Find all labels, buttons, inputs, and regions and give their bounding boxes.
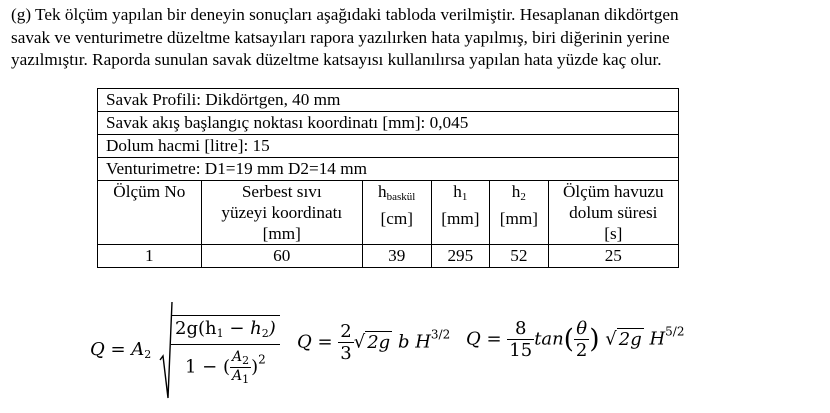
fraction-two-thirds: $\frac{2}{3}$ (340, 321, 352, 364)
header-havuz-dolum: Ölçüm havuzu dolum süresi [s] (548, 181, 678, 245)
formula-triangular-weir: Q = $\frac{8}{15}$ tan( $\frac{\theta}{2}$ ) √ 2g $H^{5/2}$ (466, 318, 685, 361)
header-h2: $h_2$ [mm] (490, 181, 549, 245)
header-h-baskul: $h_{baskül}$ [cm] (362, 181, 431, 245)
header-olcum-no: Ölçüm No (98, 181, 202, 245)
question-line-2: savak ve venturimetre düzeltme katsayıları rapora yazılırken hata yapılmış, biri diğerinin yerine (11, 27, 670, 47)
info-weir-start-coordinate: Savak akış başlangıç noktası koordinatı [mm]: 0,045 (98, 112, 679, 135)
value-h1: 295 (431, 245, 490, 268)
value-olcum-no: 1 (98, 245, 202, 268)
experiment-table (97, 88, 679, 268)
value-serbest-sivi: 60 (201, 245, 362, 268)
radicand-numerator: $2g(h_1 - h_2)$ (171, 318, 280, 345)
table-row (98, 135, 679, 158)
formula-venturimeter: $Q = A_2$ $2g(h_1 - h_2)$ 1 − ( $\frac{A_2}{A_1}$ )$^2$ (90, 300, 280, 400)
question-line-1: (g) Tek ölçüm yapılan bir deneyin sonuçları aşağıdaki tabloda verilmiştir. Hesaplanan dikdörtgen (11, 5, 679, 24)
value-h2: 52 (490, 245, 549, 268)
question-line-3: yazılmıştır. Raporda sunulan savak düzeltme katsayısı kullanılırsa yapılan hata yüzde kaç olur. (11, 50, 662, 69)
area-ratio: $\frac{A_2}{A_1}$ (231, 348, 250, 386)
table-row (98, 158, 679, 181)
root-sign-icon: √ (605, 328, 617, 350)
info-fill-volume: Dolum hacmi [litre]: 15 (98, 135, 679, 158)
info-weir-profile: Savak Profili: Dikdörtgen, 40 mm (98, 89, 679, 112)
info-venturimeter: Venturimetre: D1=19 mm D2=14 mm (98, 158, 679, 181)
value-h-baskul: 39 (362, 245, 431, 268)
table-header-row (98, 181, 679, 245)
formula-rectangular-weir: Q = $\frac{2}{3}$ √ 2g b $H^{3/2}$ (297, 321, 451, 364)
header-h1: $h_1$ [mm] (431, 181, 490, 245)
radicand-denominator: 1 − ( $\frac{A_2}{A_1}$ )$^2$ (184, 348, 266, 386)
half-angle: $\frac{\theta}{2}$ (575, 318, 588, 361)
table-row (98, 245, 679, 268)
question-text (11, 4, 823, 72)
table-row (98, 112, 679, 135)
header-serbest-sivi: Serbest sıvı yüzeyi koordinatı [mm] (201, 181, 362, 245)
radicand (171, 315, 280, 386)
table-row (98, 89, 679, 112)
value-havuz-dolum: 25 (548, 245, 678, 268)
fraction-eight-fifteenths: $\frac{8}{15}$ (509, 318, 533, 361)
root-sign-icon: √ (353, 331, 366, 353)
